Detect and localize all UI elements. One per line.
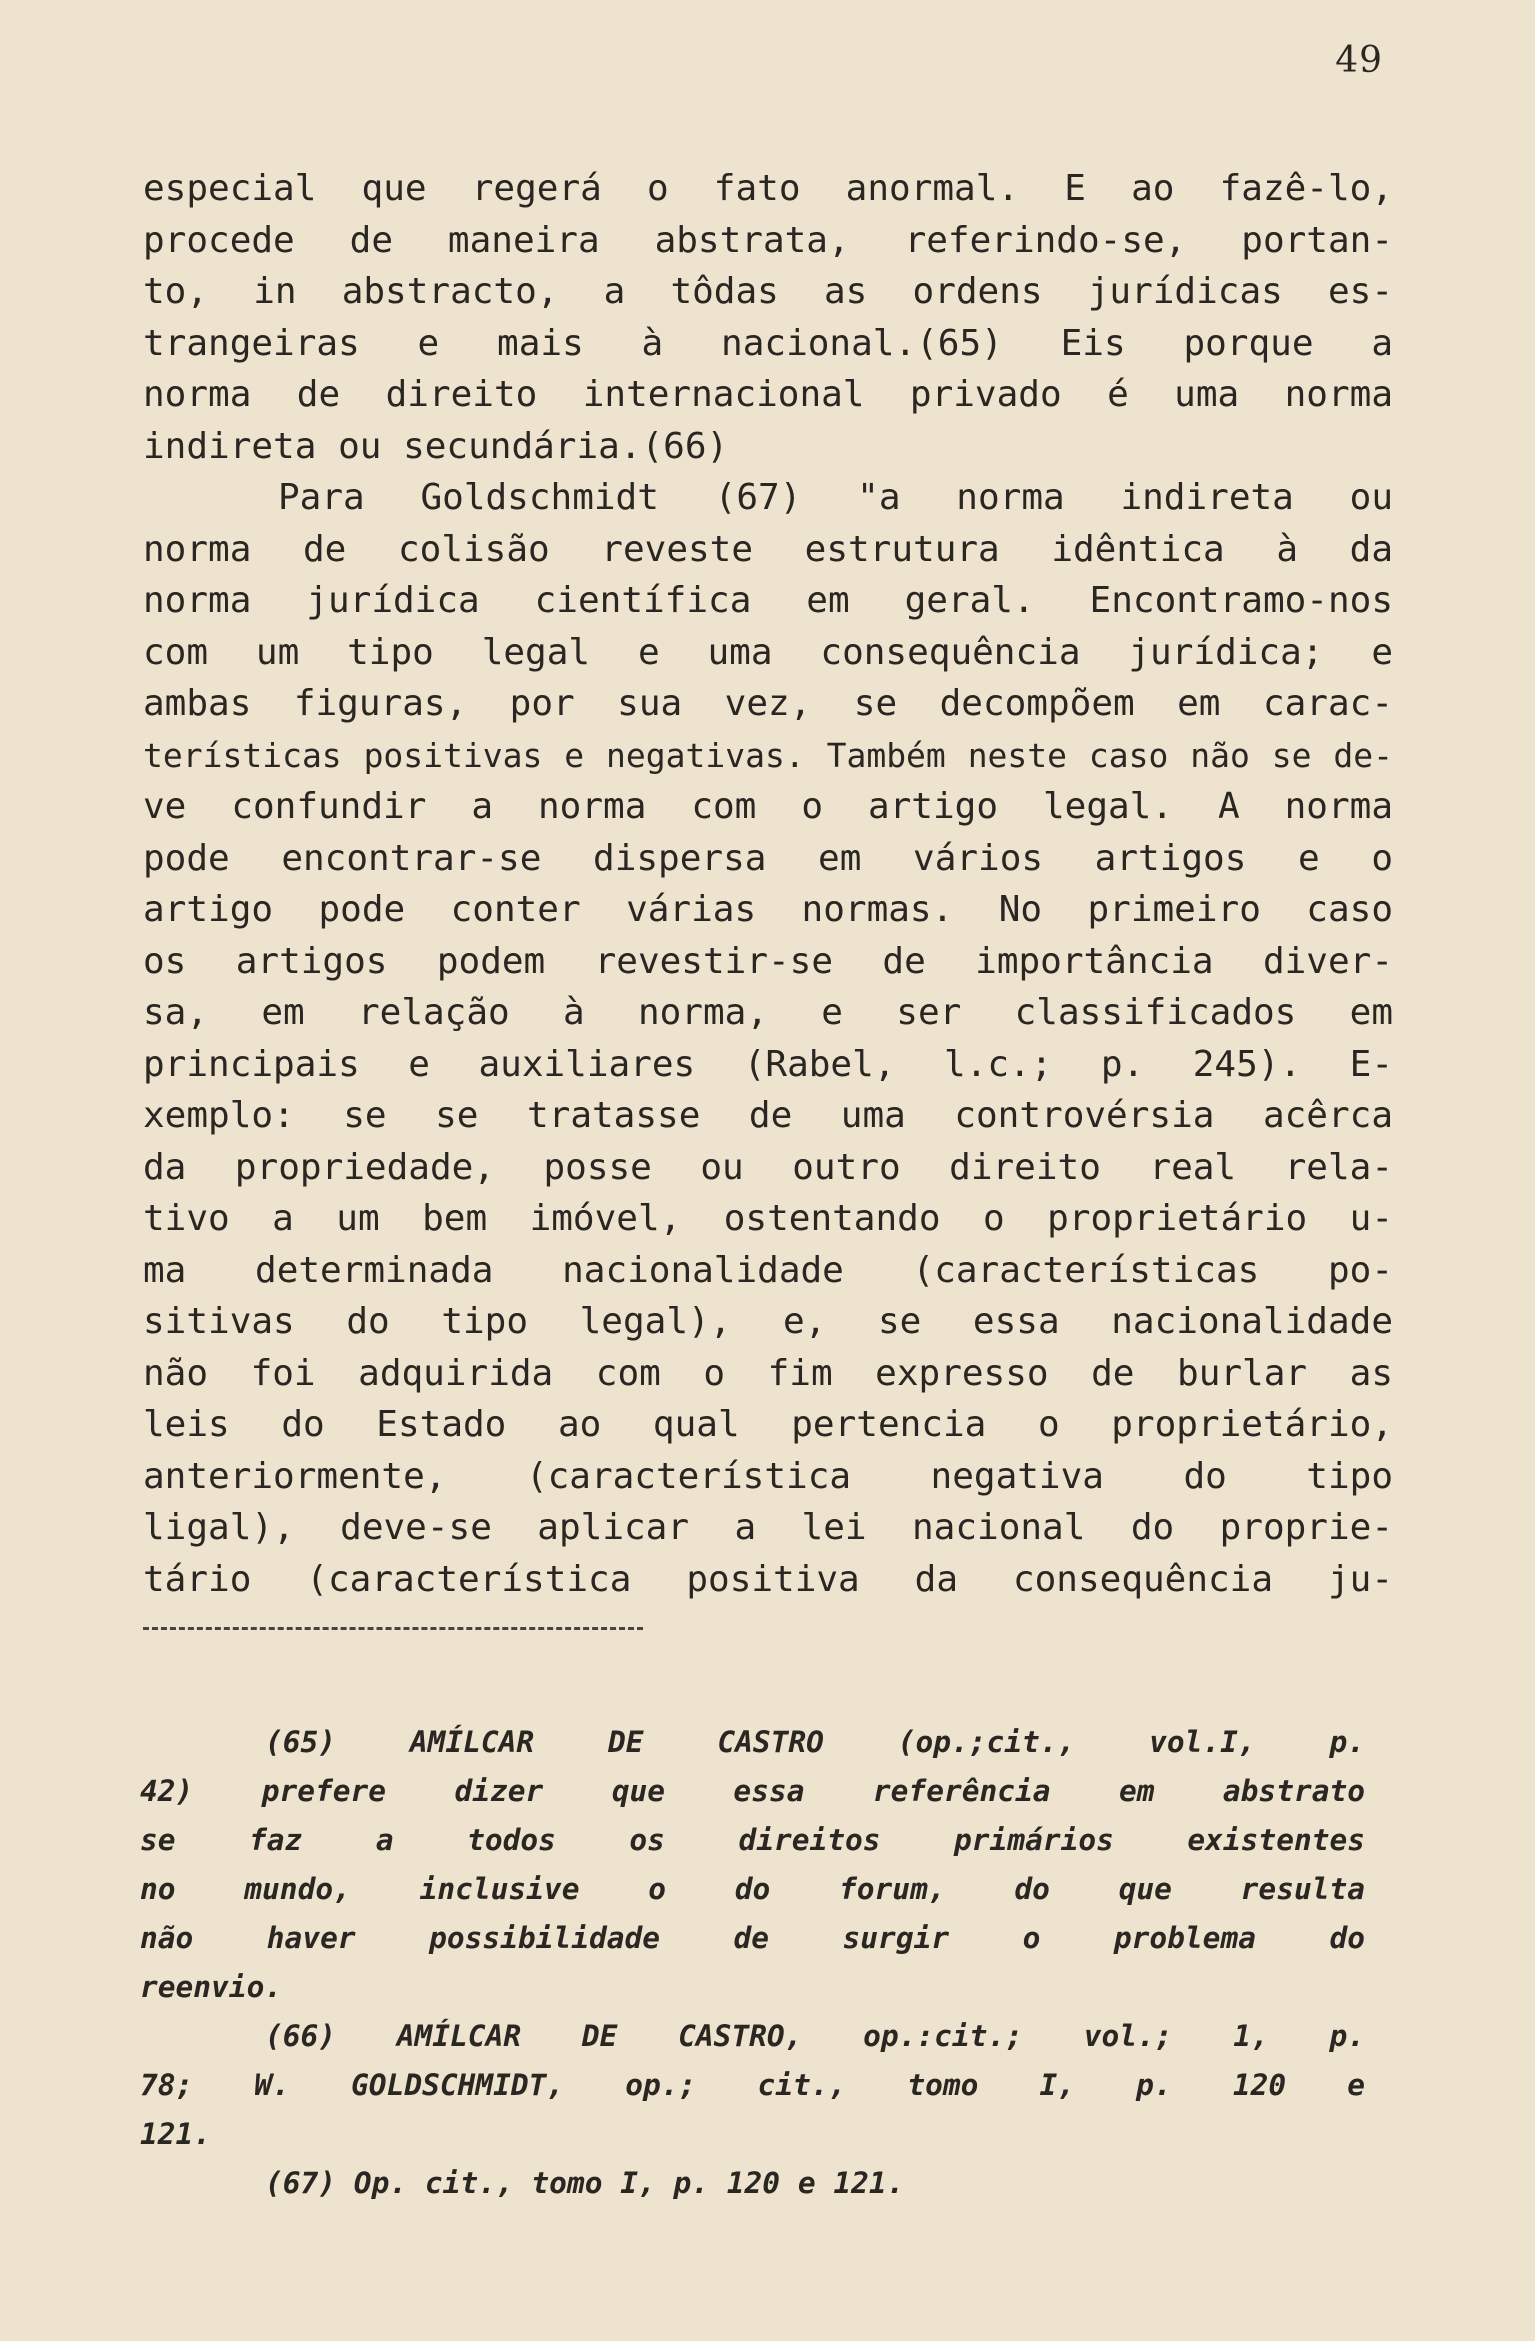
- footnote-line: (66) AMÍLCAR DE CASTRO, op.:cit.; vol.; 1, p.: [265, 2019, 1365, 2053]
- body-line: com um tipo legal e uma consequência jurídica; e: [143, 631, 1393, 673]
- footnote-separator: [143, 1627, 643, 1630]
- page-number: 49: [1335, 40, 1383, 81]
- body-line: da propriedade, posse ou outro direito real rela-: [143, 1146, 1393, 1188]
- body-line: tivo a um bem imóvel, ostentando o proprietário u-: [143, 1198, 1393, 1239]
- body-line: sitivas do tipo legal), e, se essa nacionalidade: [143, 1301, 1393, 1342]
- footnote-line: 121.: [140, 2117, 212, 2151]
- body-line: norma jurídica científica em geral. Encontramo-nos: [143, 580, 1393, 621]
- body-line: to, in abstracto, a tôdas as ordens jurídicas es-: [143, 271, 1393, 312]
- body-line: pode encontrar-se dispersa em vários artigos e o: [143, 837, 1393, 879]
- footnote-line: (67) Op. cit., tomo I, p. 120 e 121.: [265, 2166, 905, 2200]
- body-line: norma de colisão reveste estrutura idêntica à da: [143, 528, 1393, 570]
- footnote-line: (65) AMÍLCAR DE CASTRO (op.;cit., vol.I, p.: [265, 1725, 1365, 1759]
- body-line: sa, em relação à norma, e ser classificados em: [143, 992, 1393, 1033]
- body-line: artigo pode conter várias normas. No primeiro caso: [143, 889, 1393, 930]
- footnote-line: se faz a todos os direitos primários existentes: [140, 1823, 1365, 1857]
- body-line: procede de maneira abstrata, referindo-se, portan-: [143, 219, 1393, 261]
- body-line: os artigos podem revestir-se de importância diver-: [143, 940, 1393, 982]
- body-line: ma determinada nacionalidade (características po-: [143, 1249, 1393, 1291]
- footnote-line: no mundo, inclusive o do forum, do que resulta: [140, 1872, 1365, 1906]
- body-line: não foi adquirida com o fim expresso de burlar as: [143, 1352, 1393, 1394]
- body-line: trangeiras e mais à nacional.(65) Eis porque a: [143, 322, 1393, 364]
- body-line: ambas figuras, por sua vez, se decompõem em carac-: [143, 683, 1393, 724]
- footnote-line: 42) prefere dizer que essa referência em abstrato: [140, 1774, 1365, 1808]
- body-line: leis do Estado ao qual pertencia o proprietário,: [143, 1404, 1393, 1445]
- body-line: ligal), deve-se aplicar a lei nacional do proprie-: [143, 1507, 1393, 1548]
- body-line: tário (característica positiva da consequência ju-: [143, 1558, 1393, 1600]
- paragraph-start-line: Para Goldschmidt (67) "a norma indireta ou: [278, 477, 1393, 518]
- footnote-line: 78; W. GOLDSCHMIDT, op.; cit., tomo I, p. 120 e: [140, 2068, 1365, 2102]
- body-text: [143, 163, 1393, 1605]
- body-line: principais e auxiliares (Rabel, l.c.; p. 245). E-: [143, 1043, 1393, 1085]
- footnote-line: reenvio.: [140, 1970, 283, 2004]
- body-line: indireta ou secundária.(66): [143, 425, 729, 467]
- body-line: norma de direito internacional privado é uma norma: [143, 374, 1393, 415]
- body-line: xemplo: se se tratasse de uma controvérsia acêrca: [143, 1095, 1393, 1136]
- body-line: especial que regerá o fato anormal. E ao fazê-lo,: [143, 168, 1393, 209]
- body-line: terísticas positivas e negativas. Também neste caso não se de-: [143, 735, 1393, 775]
- footnotes: [140, 1718, 1365, 2208]
- body-line: ve confundir a norma com o artigo legal. A norma: [143, 786, 1393, 827]
- body-line: anteriormente, (característica negativa do tipo: [143, 1455, 1393, 1497]
- footnote-line: não haver possibilidade de surgir o problema do: [140, 1921, 1365, 1955]
